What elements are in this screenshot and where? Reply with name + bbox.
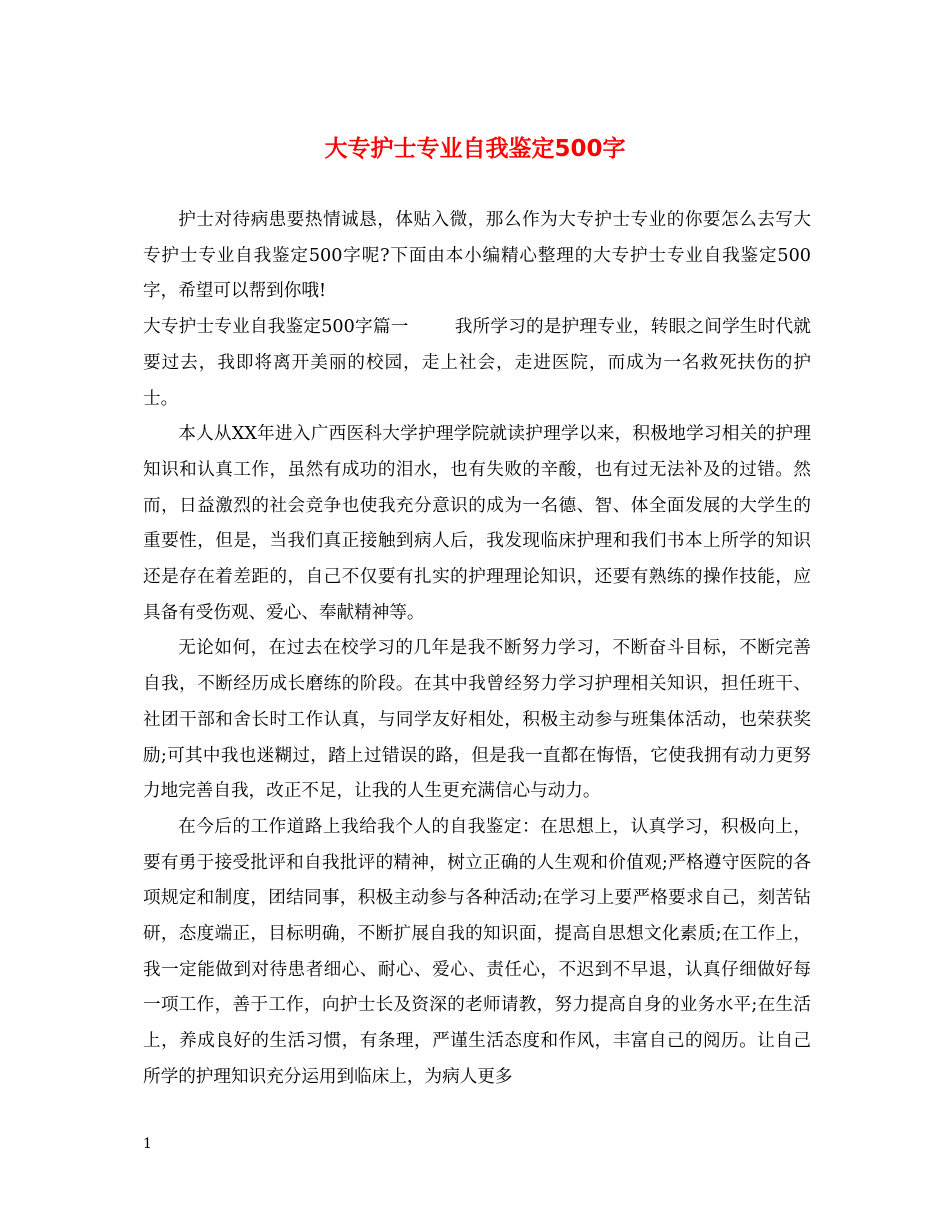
section-paragraph: [143, 310, 811, 417]
paragraph-4: 在今后的工作道路上我给我个人的自我鉴定：在思想上，认真学习，积极向上，要有勇于接受批评和自我批评的精神，树立正确的人生观和价值观;严格遵守医院的各项规定和制度，团结同事，积极主动参与各种活动;在学习上要严格要求自己，刻苦钻研，态度端正，目标明确，不断扩展自我的知识面，提高自思想文化素质;在工作上，我一定能做到对待患者细心、耐心、爱心、责任心，不迟到不早退，认真仔细做好每一项工作，善于工作，向护士长及资深的老师请教，努力提高自身的业务水平;在生活上，养成良好的生活习惯，有条理，严谨生活态度和作风，丰富自己的阅历。让自己所学的护理知识充分运用到临床上，为病人更多: [143, 816, 811, 1087]
section-text: 我所学习的是护理专业，转眼之间学生时代就要过去，我即将离开美丽的校园，走上社会，走进医院，而成为一名救死扶伤的护士。: [143, 317, 811, 409]
document-title: 大专护士专业自我鉴定500字: [324, 136, 626, 162]
document-body: [143, 203, 811, 1096]
paragraph-3: 无论如何，在过去在校学习的几年是我不断努力学习，不断奋斗目标，不断完善自我，不断经历成长磨练的阶段。在其中我曾经努力学习护理相关知识，担任班干、社团干部和舍长时工作认真，与同学友好相处，积极主动参与班集体活动，也荣获奖励;可其中我也迷糊过，踏上过错误的路，但是我一直都在悔悟，它使我拥有动力更努力地完善自我，改正不足，让我的人生更充满信心与动力。: [143, 638, 811, 802]
page-number: 1: [143, 1136, 152, 1152]
intro-paragraph: 护士对待病患要热情诚恳，体贴入微，那么作为大专护士专业的你要怎么去写大专护士专业自我鉴定500字呢?下面由本小编精心整理的大专护士专业自我鉴定500字，希望可以帮到你哦!: [143, 210, 811, 302]
section-heading: 大专护士专业自我鉴定500字篇一: [143, 317, 409, 338]
paragraph-2: 本人从XX年进入广西医科大学护理学院就读护理学以来，积极地学习相关的护理知识和认真工作，虽然有成功的泪水，也有失败的辛酸，也有过无法补及的过错。然而，日益激烈的社会竞争也使我充分意识的成为一名德、智、体全面发展的大学生的重要性，但是，当我们真正接触到病人后，我发现临床护理和我们书本上所学的知识还是存在着差距的，自己不仅要有扎实的护理理论知识，还要有熟练的操作技能，应具备有受伤观、爱心、奉献精神等。: [143, 424, 811, 623]
